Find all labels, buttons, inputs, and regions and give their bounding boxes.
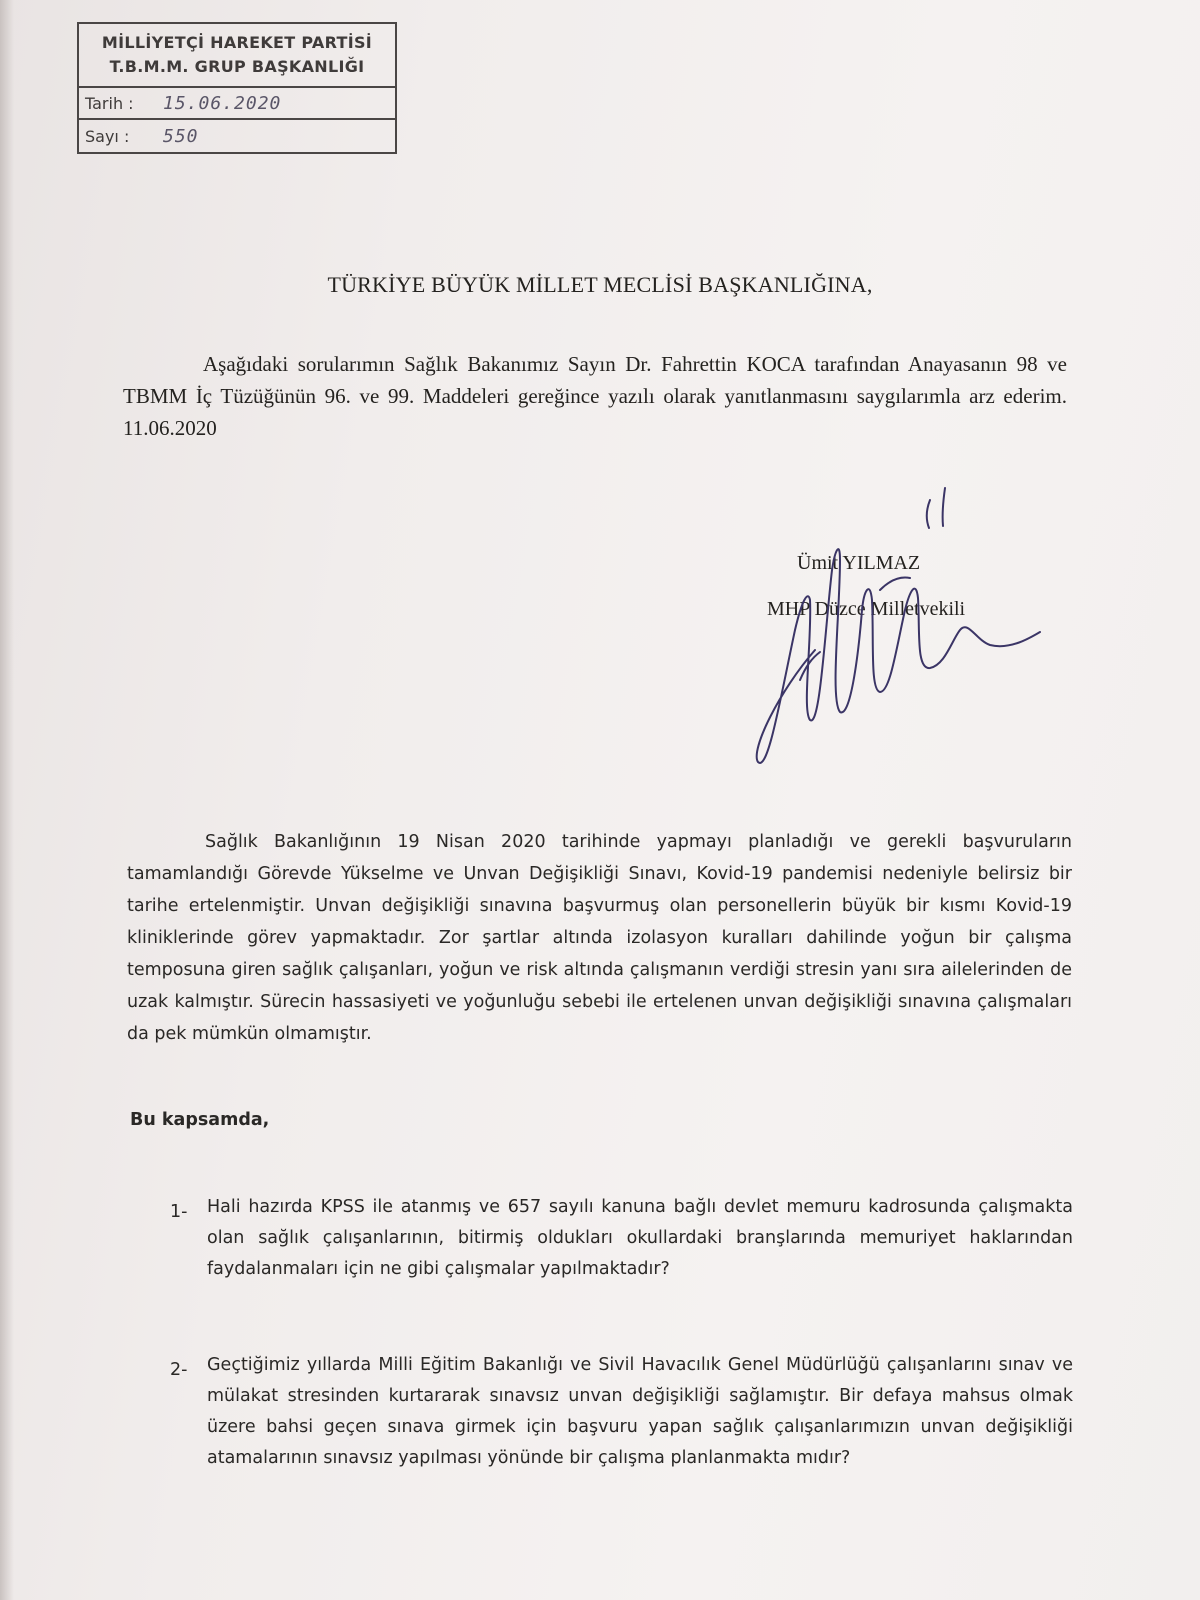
stamp-date-value: 15.06.2020 <box>163 92 282 114</box>
section-label: Bu kapsamda, <box>130 1110 270 1130</box>
body-paragraph: Sağlık Bakanlığının 19 Nisan 2020 tarihinde yapmayı planladığı ve gerekli başvuruların tamamlandığı Görevde Yükselme ve Unvan Değişikliği Sınavı, Kovid-19 pandemisi nedeniyle belirsiz bir tarihe ertelenmiştir. Unvan değişikliği sınavına başvurmuş olan personellerin büyük bir kısmı Kovid-19 kliniklerinde görev yapmaktadır. Zor şartlar altında izolasyon kuralları dahilinde yoğun bir çalışma temposuna giren sağlık çalışanları, yoğun ve risk altında çalışmanın verdiği stresin yanı sıra ailelerinden de uzak kalmıştır. Sürecin hassasiyeti ve yoğunluğu sebebi ile ertelenen unvan değişikliği sınavına çalışmaları da pek mümkün olmamıştır. <box>127 832 1072 1044</box>
signatory-title: MHP Düzce Milletvekili <box>767 598 966 620</box>
question-2-text: Geçtiğimiz yıllarda Milli Eğitim Bakanlığı ve Sivil Havacılık Genel Müdürlüğü çalışanlarını sınav ve mülakat stresinden kurtararak sınavsız unvan değişikliği sağlamıştır. Bir defaya mahsus olmak üzere bahsi geçen sınava girmek için başvuru yapan sağlık çalışanlarımızın unvan değişikliği atamalarının sınavsız yapılması yönünde bir çalışma planlanmakta mıdır? <box>207 1355 1073 1468</box>
question-1-text: Hali hazırda KPSS ile atanmış ve 657 sayılı kanuna bağlı devlet memuru kadrosunda çalışmakta olan sağlık çalışanlarının, bitirmiş oldukları okullardaki branşlarında memuriyet haklarından faydalanmaları için ne gibi çalışmalar yapılmaktadır? <box>207 1197 1073 1279</box>
party-stamp <box>77 22 397 154</box>
stamp-date-row <box>79 88 395 120</box>
stamp-date-label: Tarih : <box>85 93 134 113</box>
stamp-number-label: Sayı : <box>85 126 130 146</box>
stamp-line-2: T.B.M.M. GRUP BAŞKANLIĞI <box>109 57 365 76</box>
document-heading: TÜRKİYE BÜYÜK MİLLET MECLİSİ BAŞKANLIĞINA, <box>327 272 873 297</box>
handwritten-signature <box>740 480 1060 780</box>
stamp-line-1: MİLLİYETÇİ HAREKET PARTİSİ <box>101 33 373 52</box>
stamp-header <box>79 24 395 88</box>
question-2-number: 2- <box>170 1360 188 1380</box>
stamp-number-row <box>79 120 395 152</box>
question-1-number: 1- <box>170 1202 188 1222</box>
signatory-name: Ümit YILMAZ <box>797 552 921 574</box>
intro-paragraph: Aşağıdaki sorularımın Sağlık Bakanımız Sayın Dr. Fahrettin KOCA tarafından Anayasanın 98 ve TBMM İç Tüzüğünün 96. ve 99. Maddeleri gereğince yazılı olarak yanıtlanmasını saygılarımla arz ederim. 11.06.2020 <box>123 352 1067 440</box>
stamp-number-value: 550 <box>163 125 199 147</box>
page-edge-shadow <box>0 0 14 1600</box>
